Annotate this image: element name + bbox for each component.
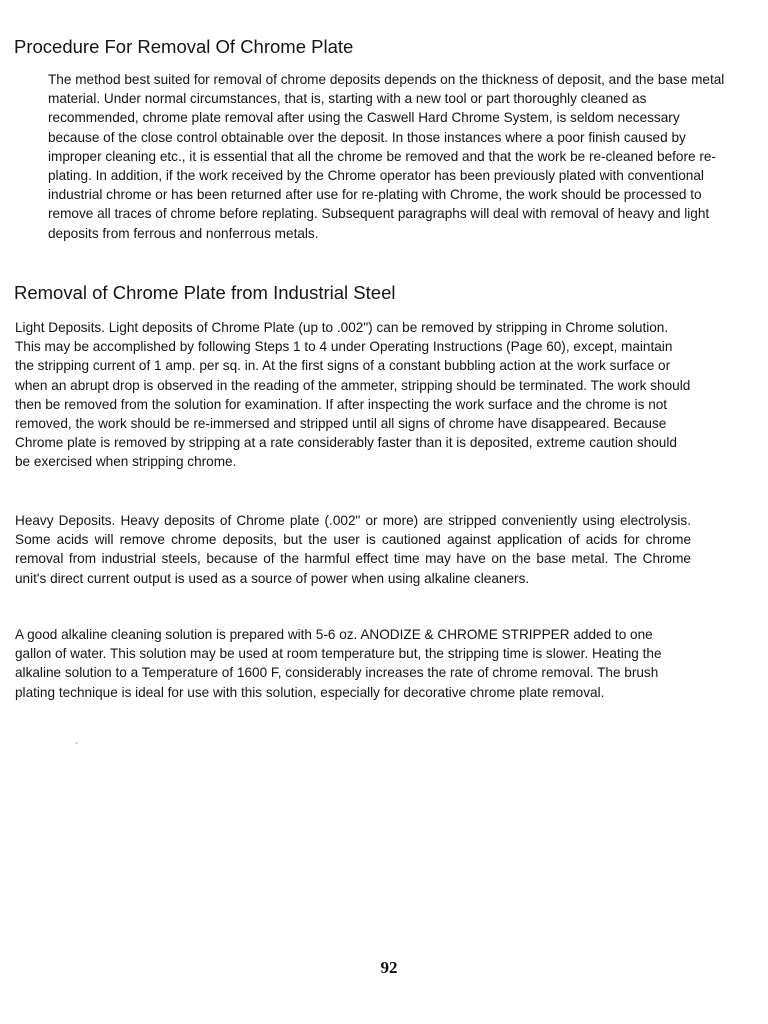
alkaline-solution-paragraph: A good alkaline cleaning solution is prepared with 5-6 oz. ANODIZE & CHROME STRIPPER added to one gallon of water. This solution may be used at room temperature but, the stripping time is slower. Heating the alkaline solution to a Temperature of 1600 F, considerably increases the rate of chrome removal. The brush plating technique is ideal for use with this solution, especially for decorative chrome plate removal. [15,627,662,700]
intro-paragraph: The method best suited for removal of chrome deposits depends on the thickness of deposit, and the base metal material. Under normal circumstances, that is, starting with a new tool or part thoroughly cleaned as recommended, chrome plate removal after using the Caswell Hard Chrome System, is seldom necessary because of the close control obtainable over the deposit. In those instances where a poor finish caused by improper cleaning etc., it is essential that all the chrome be removed and that the work be re-cleaned before re-plating. In addition, if the work received by the Chrome operator has been previously plated with conventional industrial chrome or has been returned after use for re-plating with Chrome, the work should be processed to remove all traces of chrome before replating. Subsequent paragraphs will deal with removal of heavy and light deposits from ferrous and nonferrous metals. [48,72,725,241]
section-heading-industrial-steel: Removal of Chrome Plate from Industrial Steel [14,282,396,303]
heavy-deposits-paragraph: Heavy Deposits. Heavy deposits of Chrome plate (.002" or more) are stripped conveniently using electrolysis. Some acids will remove chrome deposits, but the user is cautioned against application of acids for chrome removal from industrial steels, because of the harmful effect time may have on the base metal. The Chrome unit's direct current output is used as a source of power when using alkaline cleaners. [15,513,691,586]
stray-mark: ` [75,742,79,753]
section-heading-procedure: Procedure For Removal Of Chrome Plate [14,36,354,57]
page-number: 92 [380,958,398,977]
light-deposits-paragraph: Light Deposits. Light deposits of Chrome Plate (up to .002") can be removed by stripping in Chrome solution. This may be accomplished by following Steps 1 to 4 under Operating Instructions (Page 60), except, maintain the stripping current of 1 amp. per sq. in. At the first signs of a constant bubbling action at the work surface or when an abrupt drop is observed in the reading of the ammeter, stripping should be terminated. The work should then be removed from the solution for examination. If after inspecting the work surface and the chrome is not removed, the work should be re-immersed and stripped until all signs of chrome have disappeared. Because Chrome plate is removed by stripping at a rate considerably faster than it is deposited, extreme caution should be exercised when stripping chrome. [15,320,691,470]
